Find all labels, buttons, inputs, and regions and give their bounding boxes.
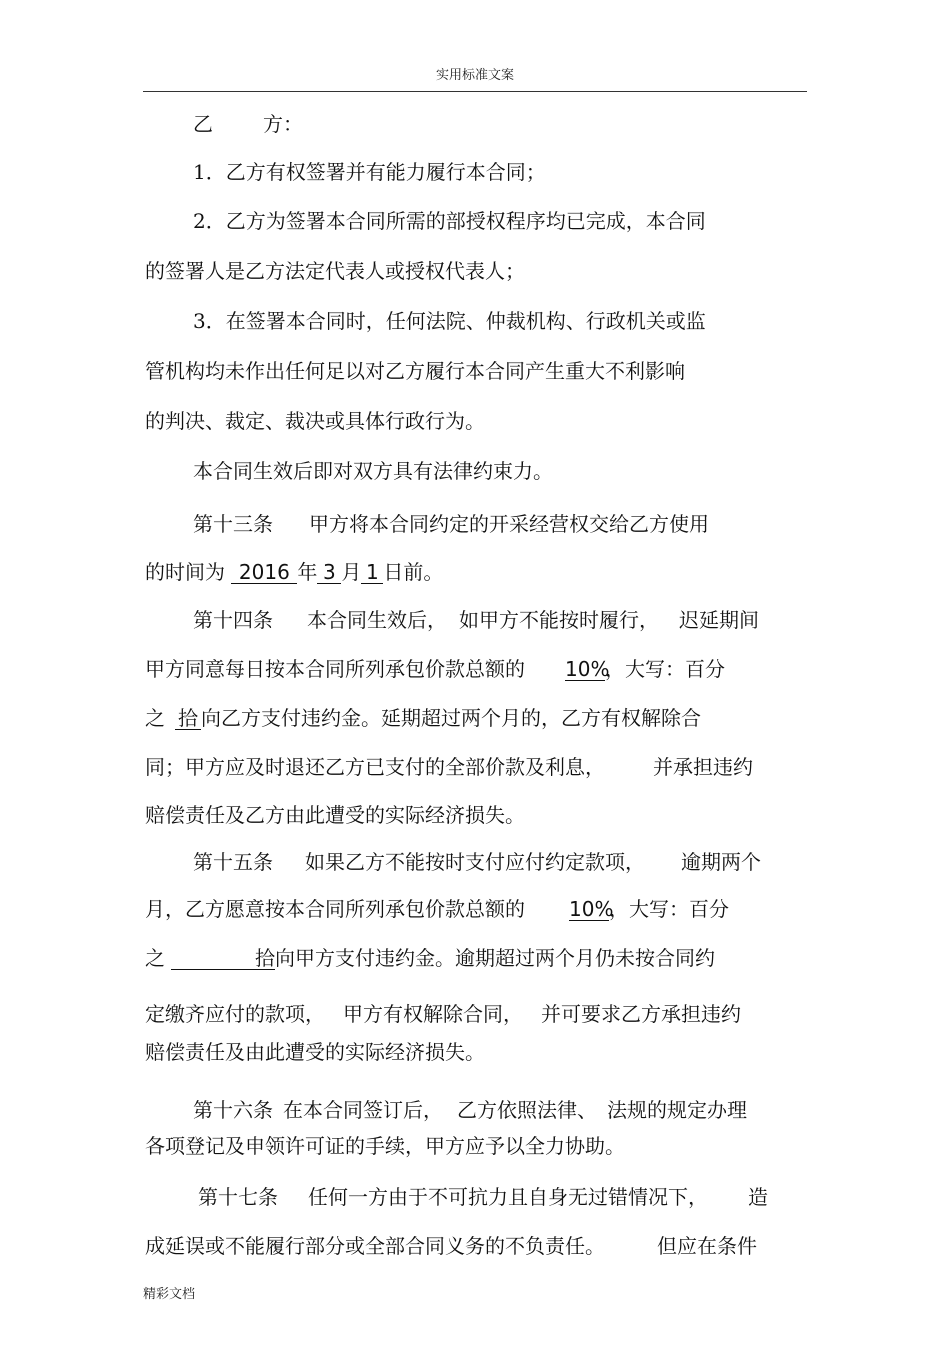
article-14-refund-text: 同；甲方应及时退还乙方已支付的全部价款及利息， — [145, 755, 605, 779]
header-divider — [143, 91, 807, 92]
article-13-day-blank: 1 — [361, 561, 383, 584]
article-15-text-e: 甲方有权解除合同， — [343, 1002, 523, 1026]
article-17-text-d: 但应在条件 — [657, 1234, 757, 1258]
article-14-line-4 — [145, 755, 753, 779]
article-15-rate-prefix: 之 — [145, 946, 165, 970]
article-13-line-1 — [193, 512, 709, 536]
article-15-rate-intro: 月，乙方愿意按本合同所列承包价款总额的 — [145, 897, 525, 921]
article-14-rate-cn-label: ，大写：百分 — [605, 657, 725, 681]
article-15-line-1 — [193, 850, 761, 874]
article-13-heading: 第十三条 — [193, 512, 273, 536]
article-14-heading: 第十四条 — [193, 608, 273, 632]
article-13-month-blank: 3 — [317, 561, 341, 584]
article-15-rate-cn-blank: 拾 — [171, 947, 275, 970]
article-15-text-f: 并可要求乙方承担违约 — [541, 1002, 741, 1026]
article-16-line-1 — [193, 1098, 747, 1122]
article-14-text-a: 本合同生效后， — [307, 608, 447, 632]
article-13-month-unit: 月 — [341, 560, 362, 584]
article-15-line-2 — [145, 897, 729, 921]
party-b-heading-char: 乙 — [193, 112, 213, 136]
article-13-day-unit: 日前。 — [383, 560, 444, 584]
article-14-line-2 — [145, 657, 725, 681]
article-13-text: 甲方将本合同约定的开采经营权交给乙方使用 — [309, 512, 709, 536]
party-b-item-1: 1．乙方有权签署并有能力履行本合同； — [193, 160, 546, 184]
article-14-line-3 — [145, 706, 701, 730]
article-14-penalty-text: 向乙方支付违约金。延期超过两个月的，乙方有权解除合 — [201, 706, 701, 730]
article-13-line-2 — [145, 560, 443, 584]
party-b-item-3-line-3: 的判决、裁定、裁决或具体行政行为。 — [145, 409, 485, 433]
article-15-text-d: 定缴齐应付的款项， — [145, 1002, 325, 1026]
article-13-year-blank: 2016 — [231, 561, 297, 584]
article-16-heading: 第十六条 — [193, 1098, 273, 1122]
article-15-penalty-text: 向甲方支付违约金。逾期超过两个月仍未按合同约 — [275, 946, 715, 970]
article-17-text-b: 造 — [748, 1185, 768, 1209]
article-15-heading: 第十五条 — [193, 850, 273, 874]
page-footer: 精彩文档 — [143, 1287, 196, 1302]
article-13-year-unit: 年 — [297, 560, 318, 584]
article-13-date-prefix: 的时间为 — [145, 560, 232, 584]
article-17-text-c: 成延误或不能履行部分或全部合同义务的不负责任。 — [145, 1234, 605, 1258]
article-15-text-a: 如果乙方不能按时支付应付约定款项， — [305, 850, 645, 874]
article-17-line-1 — [198, 1185, 768, 1209]
party-b-item-3-line-1: 3．在签署本合同时，任何法院、仲裁机构、行政机关或监 — [193, 309, 706, 333]
article-17-heading: 第十七条 — [198, 1185, 278, 1209]
article-15-line-4 — [145, 1002, 741, 1026]
party-b-heading — [193, 112, 303, 136]
article-15-line-3 — [145, 946, 715, 970]
party-b-item-2-line-1: 2．乙方为签署本合同所需的部授权程序均已完成，本合同 — [193, 209, 706, 233]
article-14-rate-intro: 甲方同意每日按本合同所列承包价款总额的 — [145, 657, 525, 681]
article-15-line-5: 赔偿责任及由此遭受的实际经济损失。 — [145, 1040, 485, 1064]
article-16-text-a: 在本合同签订后， — [283, 1098, 443, 1122]
page-header: 实用标准文案 — [435, 68, 514, 83]
article-15-rate-blank: 10% — [569, 897, 614, 921]
article-15-text-b: 逾期两个 — [681, 850, 761, 874]
party-b-heading-rest: 方： — [263, 112, 303, 136]
article-15-rate-cn-label: ，大写：百分 — [609, 897, 729, 921]
article-14-text-c: 迟延期间 — [679, 608, 759, 632]
article-17-text-a: 任何一方由于不可抗力且自身无过错情况下， — [308, 1185, 708, 1209]
article-14-rate-cn-blank: 拾 — [175, 707, 201, 730]
article-14-text-b: 如甲方不能按时履行， — [459, 608, 659, 632]
article-14-liability-text: 并承担违约 — [653, 755, 753, 779]
article-14-rate-prefix: 之 — [145, 706, 165, 730]
party-b-item-3-line-2: 管机构均未作出任何足以对乙方履行本合同产生重大不利影响 — [145, 359, 685, 383]
party-b-item-2-line-2: 的签署人是乙方法定代表人或授权代表人； — [145, 259, 525, 283]
article-16-text-b: 乙方依照法律、 — [457, 1098, 597, 1122]
article-14-line-5: 赔偿责任及乙方由此遭受的实际经济损失。 — [145, 803, 525, 827]
article-14-rate-blank: 10% — [565, 657, 610, 681]
binding-effect-statement: 本合同生效后即对双方具有法律约束力。 — [193, 459, 553, 483]
article-17-line-2 — [145, 1234, 757, 1258]
article-16-text-c: 法规的规定办理 — [607, 1098, 747, 1122]
article-16-line-2: 各项登记及申领许可证的手续，甲方应予以全力协助。 — [145, 1134, 625, 1158]
article-14-line-1 — [193, 608, 759, 632]
